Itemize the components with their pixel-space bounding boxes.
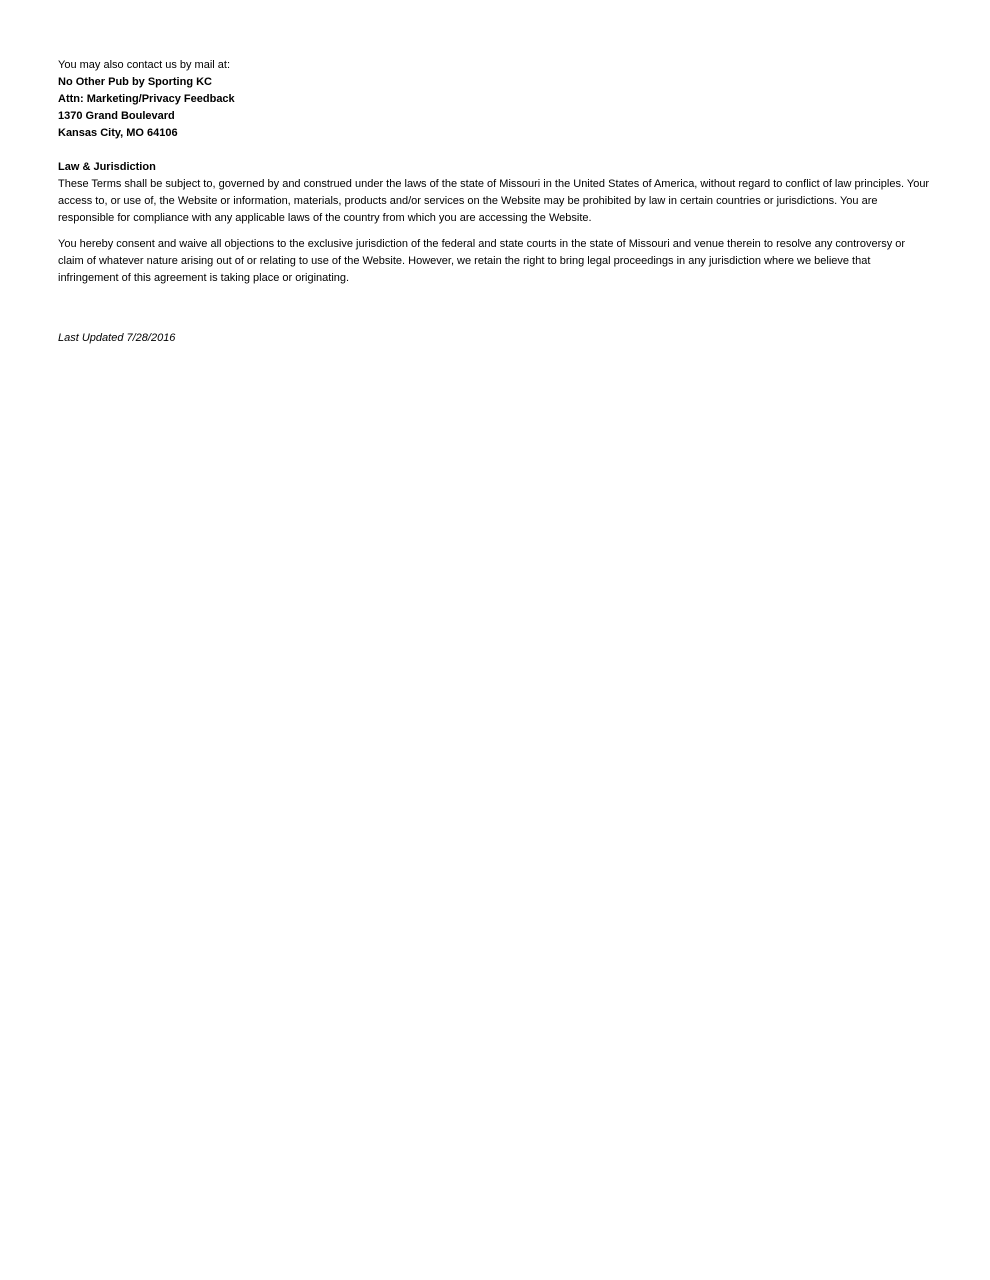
- law-jurisdiction-section: [58, 159, 930, 287]
- address-line: No Other Pub by Sporting KC: [58, 76, 212, 88]
- paragraph: You hereby consent and waive all objections to the exclusive jurisdiction of the federal and state courts in the state of Missouri and venue therein to resolve any controversy or claim of whatever nature arising out of or relating to use of the Website. However, we retain the right to bring legal proceedings in any jurisdiction where we believe that infringement of this agreement is taking place or originating.: [58, 238, 906, 284]
- section-heading: Law & Jurisdiction: [58, 161, 156, 173]
- contact-intro: You may also contact us by mail at:: [58, 59, 231, 71]
- address-line: Attn: Marketing/Privacy Feedback: [58, 93, 235, 105]
- document-page: [58, 57, 930, 347]
- mailing-address: [58, 74, 930, 142]
- address-line: 1370 Grand Boulevard: [58, 110, 175, 122]
- paragraph: These Terms shall be subject to, governed by and construed under the laws of the state of Missouri in the United States of America, without regard to conflict of law principles. Your access to, or use of, the Website or information, materials, products and/or services on the Website may be prohibited by law in certain countries or jurisdictions. You are responsible for compliance with any applicable laws of the country from which you are accessing the Website.: [58, 178, 930, 224]
- last-updated: Last Updated 7/28/2016: [58, 332, 176, 344]
- address-line: Kansas City, MO 64106: [58, 127, 178, 139]
